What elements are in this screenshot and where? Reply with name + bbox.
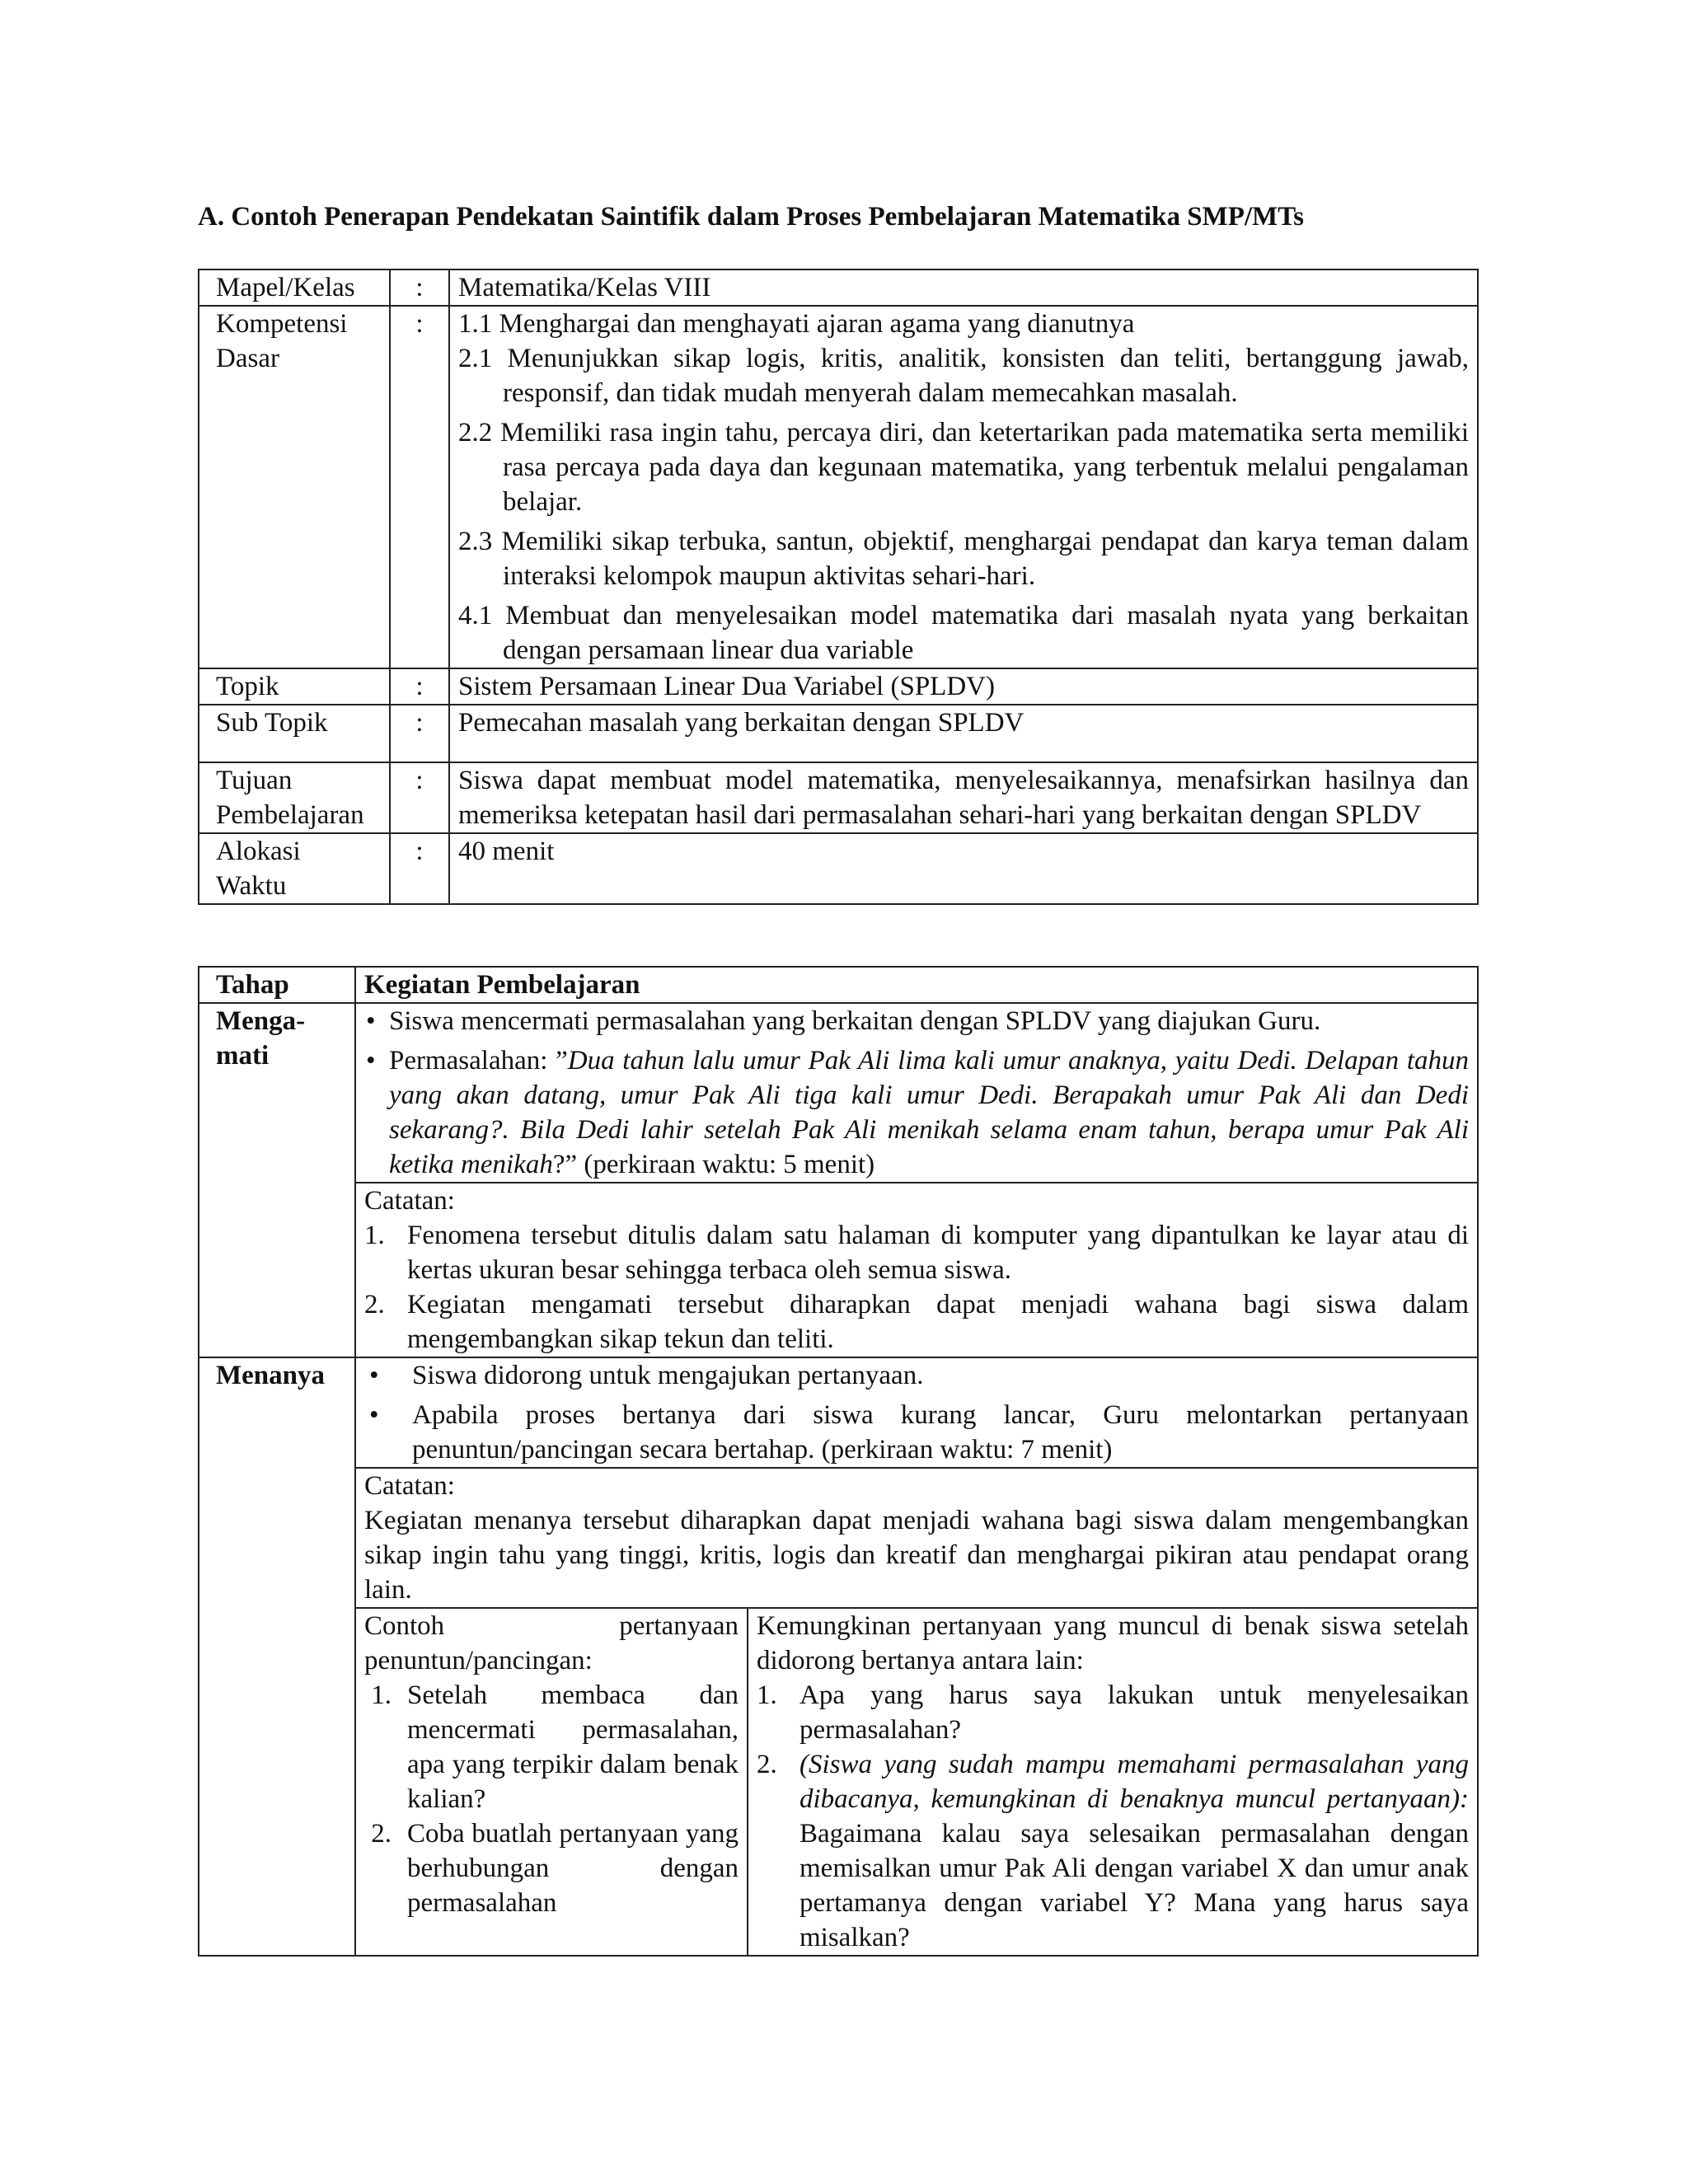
row-kompetensi — [199, 306, 1478, 668]
kd-item: 1.1 Menghargai dan menghayati ajaran agama yang dianutnya — [458, 309, 1135, 339]
colon: : — [390, 833, 449, 904]
menanya-catatan — [355, 1468, 1478, 1608]
tahap-mengamati: Menga- mati — [199, 1003, 355, 1357]
menanya-questions — [355, 1608, 1478, 1956]
colon: : — [390, 762, 449, 833]
list-item: 1. Apa yang harus saya lakukan untuk menyelesaikan permasalahan? — [757, 1680, 1469, 1745]
kd-item: 2.1 Menunjukkan sikap logis, kritis, analitik, konsisten dan teliti, bertanggung jawab, responsif, dan tidak mudah menyerah dalam memecahkan masalah. — [458, 344, 1469, 408]
row-tujuan — [199, 762, 1478, 833]
list-item: • Siswa didorong untuk mengajukan pertanyaan. — [364, 1358, 1469, 1393]
tujuan-value: Siswa dapat membuat model matematika, menyelesaikannya, menafsirkan hasilnya dan memeriksa ketepatan hasil dari permasalahan sehari-hari yang berkaitan dengan SPLDV — [449, 762, 1478, 833]
activity-header-row — [199, 967, 1478, 1003]
guiding-head: Contoh pertanyaan penuntun/pancingan: — [364, 1611, 738, 1675]
tahap-menanya: Menanya — [199, 1357, 355, 1956]
colon: : — [390, 668, 449, 705]
colon: : — [390, 269, 449, 306]
row-topik — [199, 668, 1478, 705]
row-subtopik — [199, 705, 1478, 762]
list-item: 2. (Siswa yang sudah mampu memahami permasalahan yang dibacanya, kemungkinan di benaknya muncul pertanyaan): Bagaimana kalau saya selesaikan permasalahan dengan memisalkan umur Pak Ali dengan variabel X dan umur anak pertamanya dengan variabel Y? Mana yang harus saya misalkan? — [757, 1750, 1469, 1952]
list-item: 2. Coba buatlah pertanyaan yang berhubungan dengan permasalahan — [364, 1819, 738, 1918]
colon: : — [390, 705, 449, 762]
alokasi-value: 40 menit — [449, 833, 1478, 904]
catatan-label: Catatan: — [364, 1186, 455, 1216]
alokasi-label: Alokasi Waktu — [199, 833, 390, 904]
row-mengamati-catatan — [199, 1183, 1478, 1357]
list-item: • Apabila proses bertanya dari siswa kurang lancar, Guru melontarkan pertanyaan penuntun/pancingan secara bertahap. (perkiraan waktu: 7 menit) — [364, 1398, 1469, 1467]
mapel-label: Mapel/Kelas — [199, 269, 390, 306]
guiding-questions — [356, 1609, 748, 1955]
kd-item: 4.1 Membuat dan menyelesaikan model matematika dari masalah nyata yang berkaitan dengan persamaan linear dua variable — [458, 601, 1469, 665]
tujuan-label: Tujuan Pembelajaran — [199, 762, 390, 833]
mengamati-catatan — [355, 1183, 1478, 1357]
kompetensi-list — [449, 306, 1478, 668]
colon: : — [390, 306, 449, 668]
list-item: 1. Setelah membaca dan mencermati permasalahan, apa yang terpikir dalam benak kalian? — [364, 1680, 738, 1814]
activity-table — [198, 966, 1479, 1957]
row-mengamati — [199, 1003, 1478, 1183]
catatan-label: Catatan: — [364, 1471, 455, 1501]
menanya-activities — [355, 1357, 1478, 1468]
catatan-text: Kegiatan menanya tersebut diharapkan dapat menjadi wahana bagi siswa dalam mengembangkan sikap ingin tahu yang tinggi, kritis, logis dan kreatif dan menghargai pikiran atau pendapat orang lain. — [364, 1506, 1469, 1605]
list-item: 2. Kegiatan mengamati tersebut diharapkan dapat menjadi wahana bagi siswa dalam mengembangkan sikap tekun dan teliti. — [364, 1290, 1469, 1354]
subtopik-label: Sub Topik — [199, 705, 390, 762]
info-table — [198, 269, 1479, 905]
topik-label: Topik — [199, 668, 390, 705]
list-item: • Permasalahan: ”Dua tahun lalu umur Pak Ali lima kali umur anaknya, yaitu Dedi. Delapan tahun yang akan datang, umur Pak Ali tiga kali umur Dedi. Berapakah umur Pak Ali dan Dedi sekarang?. Bila Dedi lahir setelah Pak Ali menikah selama enam tahun, berapa umur Pak Ali ketika menikah?” (perkiraan waktu: 5 menit) — [364, 1043, 1469, 1182]
row-menanya-questions — [199, 1608, 1478, 1956]
mapel-value: Matematika/Kelas VIII — [449, 269, 1478, 306]
row-menanya-catatan — [199, 1468, 1478, 1608]
list-item: • Siswa mencermati permasalahan yang berkaitan dengan SPLDV yang diajukan Guru. — [364, 1004, 1469, 1038]
list-item: 1. Fenomena tersebut ditulis dalam satu halaman di komputer yang dipantulkan ke layar atau di kertas ukuran besar sehingga terbaca oleh semua siswa. — [364, 1221, 1469, 1285]
kompetensi-label: Kompetensi Dasar — [199, 306, 390, 668]
topik-value: Sistem Persamaan Linear Dua Variabel (SPLDV) — [449, 668, 1478, 705]
kd-item: 2.2 Memiliki rasa ingin tahu, percaya diri, dan ketertarikan pada matematika serta memiliki rasa percaya pada daya dan kegunaan matematika, yang terbentuk melalui pengalaman belajar. — [458, 418, 1469, 517]
mengamati-activities — [355, 1003, 1478, 1183]
subtopik-value: Pemecahan masalah yang berkaitan dengan SPLDV — [449, 705, 1478, 762]
possible-head: Kemungkinan pertanyaan yang muncul di benak siswa setelah didorong bertanya antara lain: — [757, 1611, 1469, 1675]
header-kegiatan: Kegiatan Pembelajaran — [355, 967, 1478, 1003]
possible-questions — [748, 1609, 1477, 1955]
row-menanya — [199, 1357, 1478, 1468]
page-title: A. Contoh Penerapan Pendekatan Saintifik dalam Proses Pembelajaran Matematika SMP/MTs — [198, 202, 1304, 232]
row-alokasi — [199, 833, 1478, 904]
header-tahap: Tahap — [199, 967, 355, 1003]
kd-item: 2.3 Memiliki sikap terbuka, santun, objektif, menghargai pendapat dan karya teman dalam interaksi kelompok maupun aktivitas sehari-hari. — [458, 527, 1469, 591]
row-mapel — [199, 269, 1478, 306]
